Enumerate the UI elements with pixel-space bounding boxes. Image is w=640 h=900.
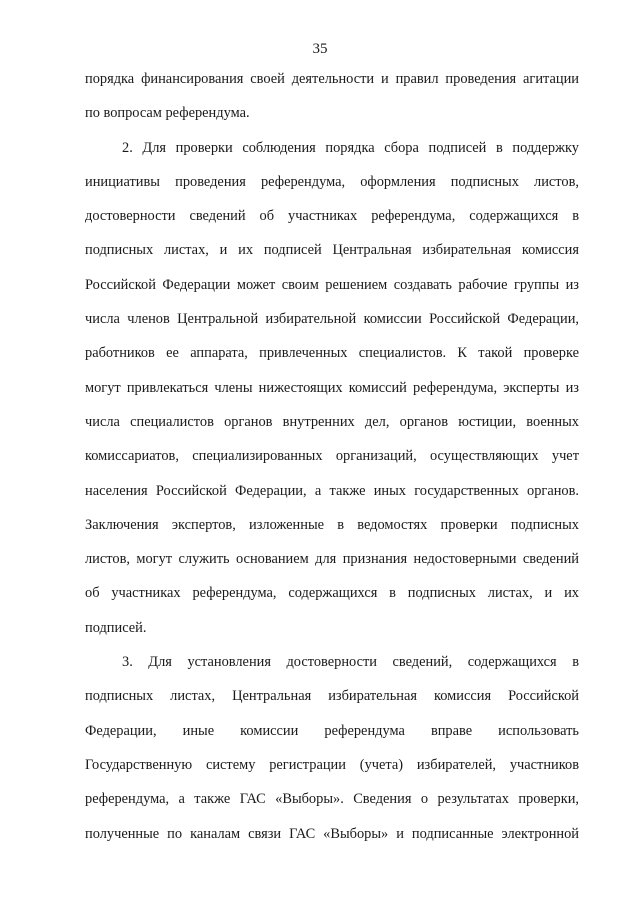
text-line: числа членов Центральной избирательной комиссии Российской Федерации,	[85, 311, 579, 328]
text-line: инициативы проведения референдума, оформления подписных листов,	[85, 173, 579, 190]
text-line: Заключения экспертов, изложенные в ведомостях проверки подписных	[85, 516, 579, 533]
text-line: референдума, а также ГАС «Выборы». Сведения о результатах проверки,	[85, 791, 579, 808]
text-line: Российской Федерации может своим решением создавать рабочие группы из	[85, 276, 579, 293]
text-line: Государственную систему регистрации (учета) избирателей, участников	[85, 756, 579, 773]
text-line: подписных листах, Центральная избирательная комиссия Российской	[85, 688, 579, 705]
text-line: об участниках референдума, содержащихся в подписных листах, и их	[85, 585, 579, 602]
text-line: подписных листах, и их подписей Центральная избирательная комиссия	[85, 242, 579, 259]
text-line: листов, могут служить основанием для признания недостоверными сведений	[85, 551, 579, 568]
text-line: 3. Для установления достоверности сведений, содержащихся в	[122, 654, 579, 671]
text-line: Федерации, иные комиссии референдума вправе использовать	[85, 722, 579, 739]
text-line: подписей.	[85, 619, 147, 636]
text-line: работников ее аппарата, привлеченных специалистов. К такой проверке	[85, 345, 579, 362]
body-text	[85, 62, 579, 851]
text-line: порядка финансирования своей деятельности и правил проведения агитации	[85, 71, 579, 87]
text-line: полученные по каналам связи ГАС «Выборы» и подписанные электронной	[85, 825, 579, 842]
text-line: числа специалистов органов внутренних дел, органов юстиции, военных	[85, 413, 579, 430]
text-line: достоверности сведений об участниках референдума, содержащихся в	[85, 208, 579, 225]
page-number: 35	[312, 41, 328, 57]
text-line: по вопросам референдума.	[85, 105, 250, 122]
text-line: 2. Для проверки соблюдения порядка сбора подписей в поддержку	[122, 139, 579, 156]
text-line: комиссариатов, специализированных организаций, осуществляющих учет	[85, 448, 579, 465]
text-line: населения Российской Федерации, а также иных государственных органов.	[85, 482, 579, 499]
text-line: могут привлекаться члены нижестоящих комиссий референдума, эксперты из	[85, 379, 579, 396]
